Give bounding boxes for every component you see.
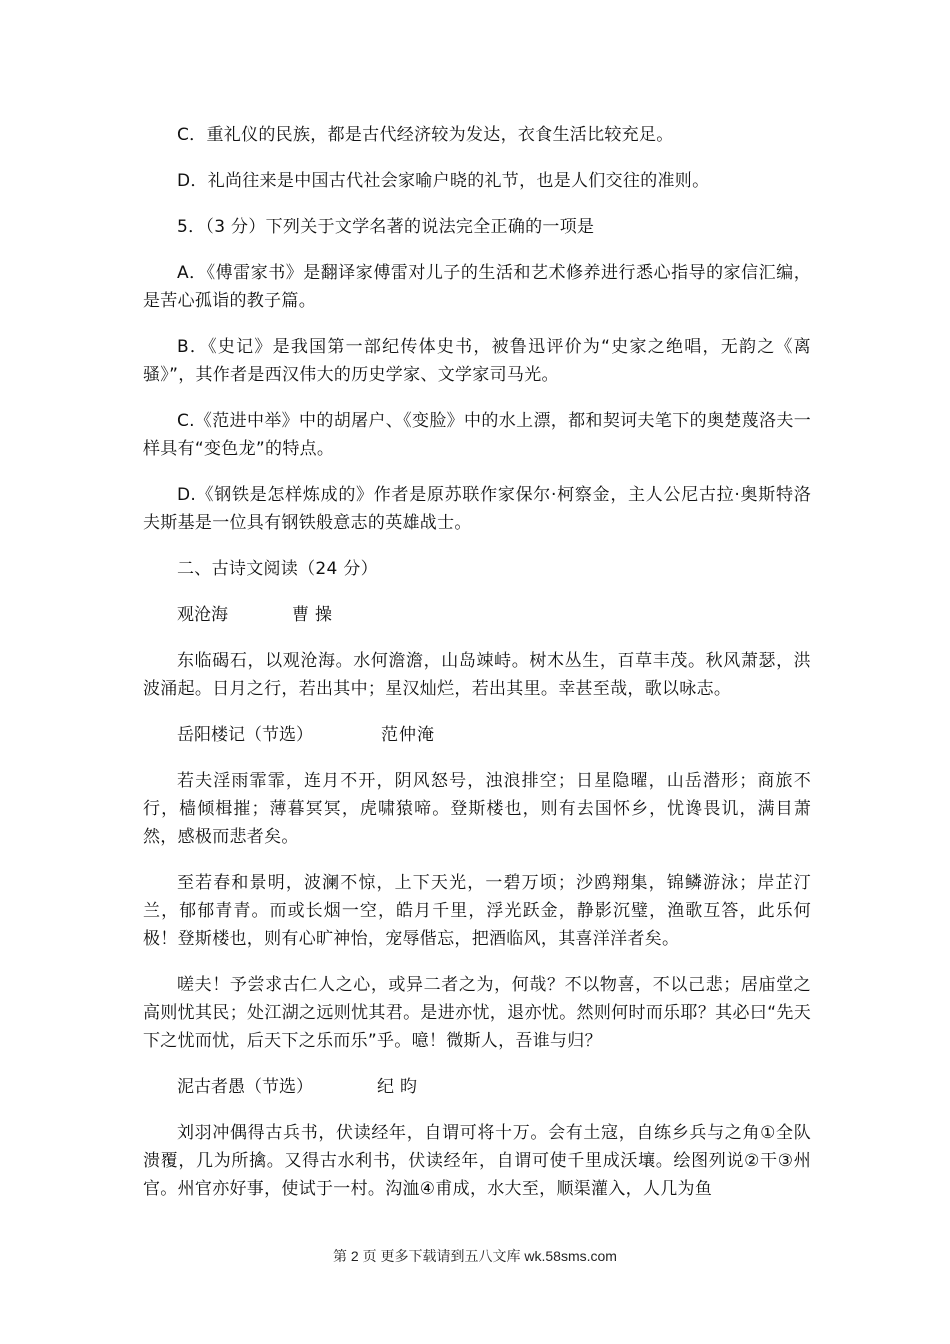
essay2-author: 纪昀 xyxy=(377,1077,423,1097)
poem-title-line xyxy=(143,601,811,629)
essay1-paragraph: 嗟夫！予尝求古仁人之心，或异二者之为，何哉？不以物喜，不以己悲；居庙堂之高则忧其民；处江湖之远则忧其君。是进亦忧，退亦忧。然则何时而乐耶？其必曰“先天下之忧而忧，后天下之乐而乐”乎。噫！微斯人，吾谁与归？ xyxy=(143,975,811,1051)
question-5-option-c: C.《范进中举》中的胡屠户、《变脸》中的水上漂，都和契诃夫笔下的奥楚蔑洛夫一样具有“变色龙”的特点。 xyxy=(143,411,811,459)
poem-text: 东临碣石，以观沧海。水何澹澹，山岛竦峙。树木丛生，百草丰茂。秋风萧瑟，洪波涌起。日月之行，若出其中；星汉灿烂，若出其里。幸甚至哉，歌以咏志。 xyxy=(143,651,811,699)
poem-author: 曹操 xyxy=(292,605,338,625)
page-footer: 第 2 页 更多下载请到五八文库 wk.58sms.com xyxy=(333,1248,617,1264)
question-5-option-d: D.《钢铁是怎样炼成的》作者是原苏联作家保尔·柯察金，主人公尼古拉·奥斯特洛夫斯基是一位具有钢铁般意志的英雄战士。 xyxy=(143,485,811,533)
poem-title: 观沧海 xyxy=(177,605,228,625)
essay1-title-line xyxy=(143,721,811,749)
essay1-paragraph: 若夫淫雨霏霏，连月不开，阴风怒号，浊浪排空；日星隐曜，山岳潜形；商旅不行，樯倾楫摧；薄暮冥冥，虎啸猿啼。登斯楼也，则有去国怀乡，忧谗畏讥，满目萧然，感极而悲者矣。 xyxy=(143,771,811,847)
question-5-option-b: B．《史记》是我国第一部纪传体史书，被鲁迅评价为“史家之绝唱，无韵之《离骚》”，其作者是西汉伟大的历史学家、文学家司马光。 xyxy=(143,337,811,385)
essay2-title: 泥古者愚（节选） xyxy=(177,1077,313,1097)
essay1-title: 岳阳楼记（节选） xyxy=(177,725,313,745)
section-heading-classical-reading: 二、古诗文阅读（24 分） xyxy=(177,559,378,579)
document-body xyxy=(143,121,811,1221)
option-c-culture: C．重礼仪的民族，都是古代经济较为发达，衣食生活比较充足。 xyxy=(177,125,674,145)
essay2-text: 刘羽冲偶得古兵书，伏读经年，自谓可将十万。会有土寇，自练乡兵与之角①全队溃覆，几为所擒。又得古水利书，伏读经年，自谓可使千里成沃壤。绘图列说②干③州官。州官亦好事，使试于一村。沟洫④甫成，水大至，顺渠灌入，人几为鱼 xyxy=(143,1123,811,1199)
essay1-author: 范仲淹 xyxy=(381,725,435,745)
question-5-option-a: A．《傅雷家书》是翻译家傅雷对儿子的生活和艺术修养进行悉心指导的家信汇编，是苦心孤诣的教子篇。 xyxy=(143,263,811,311)
essay2-title-line xyxy=(143,1073,811,1101)
option-d-culture: D．礼尚往来是中国古代社会家喻户晓的礼节，也是人们交往的准则。 xyxy=(177,171,710,191)
essay1-paragraph: 至若春和景明，波澜不惊，上下天光，一碧万顷；沙鸥翔集，锦鳞游泳；岸芷汀兰，郁郁青青。而或长烟一空，皓月千里，浮光跃金，静影沉璧，渔歌互答，此乐何极！登斯楼也，则有心旷神怡，宠辱偕忘，把酒临风，其喜洋洋者矣。 xyxy=(143,873,811,949)
question-5-stem: 5．（3 分）下列关于文学名著的说法完全正确的一项是 xyxy=(177,217,595,237)
